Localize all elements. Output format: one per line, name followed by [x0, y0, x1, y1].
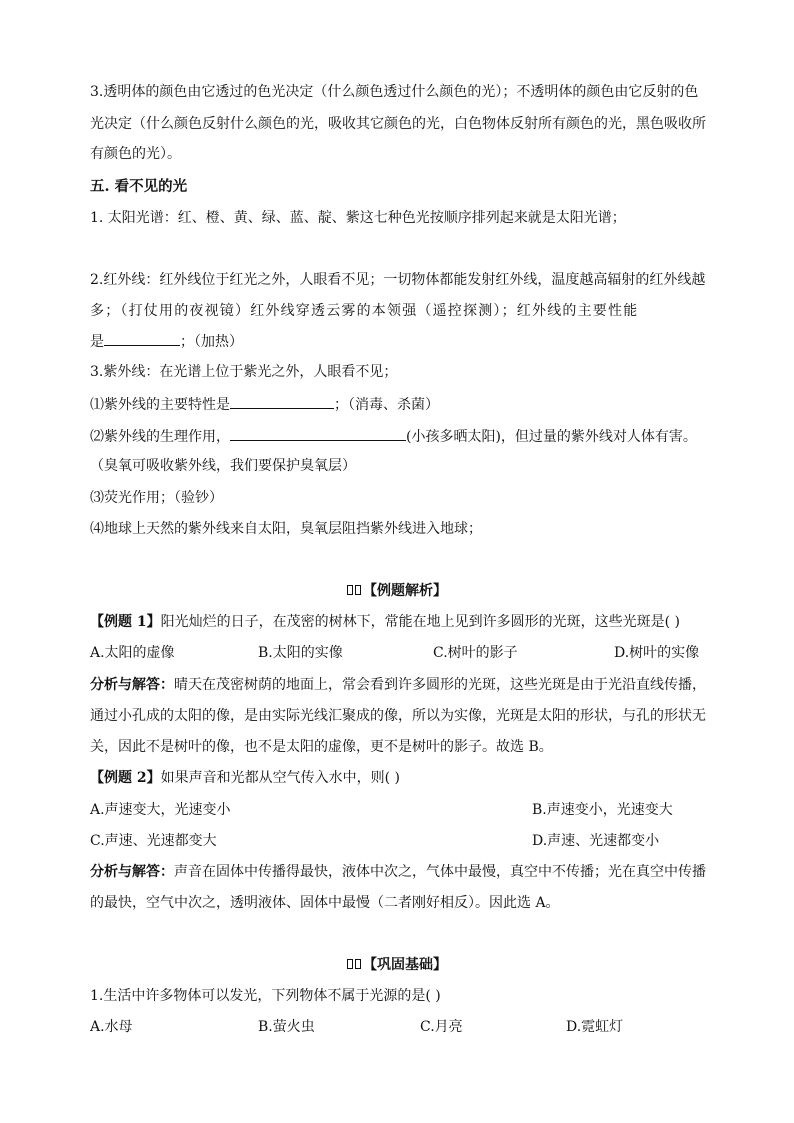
- infrared-line: 2.红外线：红外线位于红光之外，人眼看不见；一切物体都能发射红外线，温度越高辐射的红外线越: [90, 272, 706, 288]
- analysis-line: 关，因此不是树叶的像，也不是太阳的虚像，更不是树叶的影子。故选 B。: [90, 739, 553, 755]
- analysis-label: 分析与解答：: [90, 864, 174, 880]
- basics-heading: 【巩固基础】: [363, 957, 447, 973]
- analysis-label: 分析与解答：: [90, 677, 174, 693]
- section-heading: [0, 955, 794, 975]
- text: ⑴紫外线的主要特性是: [90, 397, 230, 413]
- analysis-line: 的最快，空气中次之，透明液体、固体中最慢（二者刚好相反）。因此选 A。: [90, 895, 560, 911]
- text: ；（消毒、杀菌）: [334, 397, 439, 413]
- text: ⑵紫外线的生理作用，: [90, 429, 230, 445]
- analysis-line: [90, 675, 706, 695]
- example-question: [90, 612, 680, 632]
- infrared-line: 多；（打仗用的夜视镜）红外线穿透云雾的本领强（遥控探测）；红外线的主要性能: [90, 303, 639, 319]
- examples-heading: 【例题解析】: [363, 583, 447, 599]
- example-question: [90, 768, 400, 788]
- analysis-text: 声音在固体中传播得最快，液体中次之，气体中最慢，真空中不传播；光在真空中传播: [174, 864, 706, 880]
- uv-item: [90, 426, 697, 447]
- option-c: C.声速、光速都变大: [90, 833, 217, 849]
- question-line: 1.生活中许多物体可以发光，下列物体不属于光源的是( ): [90, 988, 441, 1004]
- example-label: 【例题 1】: [90, 614, 161, 630]
- question-text: 阳光灿烂的日子，在茂密的树林下，常能在地上见到许多圆形的光斑，这些光斑是( ): [160, 614, 680, 630]
- option-d: D.霓虹灯: [566, 1019, 624, 1035]
- uv-item: ⑶荧光作用；（验钞）: [90, 490, 223, 506]
- spectrum-line: 1. 太阳光谱：红、橙、黄、绿、蓝、靛、紫这七种色光按顺序排列起来就是太阳光谱；: [90, 210, 626, 226]
- text: (小孩多晒太阳)，但过量的紫外线对人体有害。: [406, 429, 697, 445]
- uv-item: [90, 394, 439, 415]
- option-d: D.树叶的实像: [614, 645, 700, 661]
- option-b: B.声速变小，光速变大: [532, 802, 673, 818]
- answer-blank[interactable]: [230, 426, 406, 441]
- book-icon: [347, 585, 361, 596]
- option-d: D.声速、光速都变小: [532, 833, 660, 849]
- option-b: B.萤火虫: [258, 1019, 315, 1035]
- paragraph-line: 有颜色的光）。: [90, 146, 181, 162]
- book-icon: [347, 959, 361, 970]
- section-heading: 五. 看不见的光: [90, 178, 188, 195]
- uv-item: （臭氧可吸收紫外线，我们要保护臭氧层）: [90, 458, 356, 474]
- example-label: 【例题 2】: [90, 770, 161, 786]
- paragraph-line: 光决定（什么颜色反射什么颜色的光，吸收其它颜色的光，白色物体反射所有颜色的光，黑色吸收所: [90, 116, 706, 132]
- option-b: B.太阳的实像: [258, 645, 343, 661]
- question-text: 如果声音和光都从空气传入水中，则( ): [160, 770, 400, 786]
- answer-blank[interactable]: [104, 331, 180, 346]
- text: 是: [90, 334, 104, 350]
- uv-item: ⑷地球上天然的紫外线来自太阳，臭氧层阻挡紫外线进入地球；: [90, 521, 482, 537]
- option-c: C.树叶的影子: [433, 645, 518, 661]
- analysis-text: 晴天在茂密树荫的地面上，常会看到许多圆形的光斑，这些光斑是由于光沿直线传播，: [174, 677, 706, 693]
- text: ；（加热）: [180, 334, 243, 350]
- option-a: A.声速变大，光速变小: [90, 802, 231, 818]
- analysis-line: 通过小孔成的太阳的像，是由实际光线汇聚成的像，所以为实像，光斑是太阳的形状，与孔的形状无: [90, 708, 706, 724]
- option-a: A.水母: [90, 1019, 133, 1035]
- answer-blank[interactable]: [230, 394, 334, 409]
- infrared-line: [90, 331, 243, 352]
- option-a: A.太阳的虚像: [90, 645, 175, 661]
- paragraph-line: 3.透明体的颜色由它透过的色光决定（什么颜色透过什么颜色的光）；不透明体的颜色由它反射的色: [90, 84, 699, 100]
- option-c: C.月亮: [420, 1019, 463, 1035]
- analysis-line: [90, 862, 706, 882]
- section-heading: [0, 581, 794, 601]
- uv-line: 3.紫外线：在光谱上位于紫光之外，人眼看不见；: [90, 364, 398, 380]
